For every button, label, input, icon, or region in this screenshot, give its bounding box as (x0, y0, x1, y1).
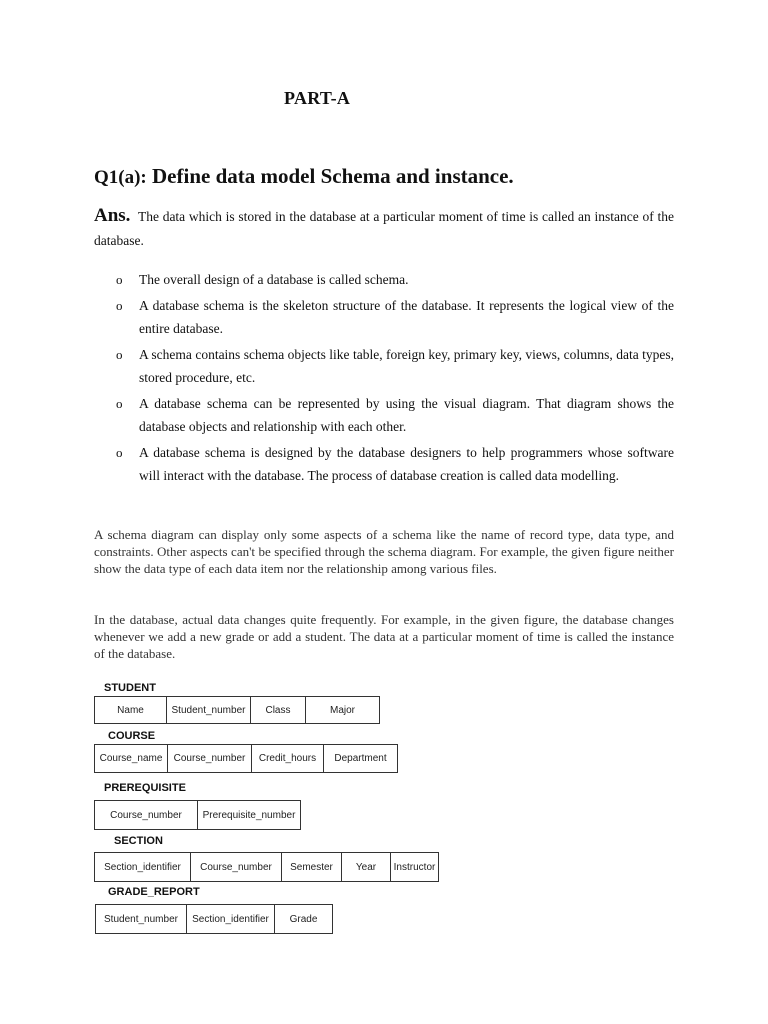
attribute-cell: Instructor (393, 861, 436, 873)
relation-row-prerequisite (94, 800, 301, 830)
attribute-cell: Year (342, 853, 391, 881)
attribute-cell: Course_name (95, 745, 168, 772)
list-item-text: A schema contains schema objects like table, foreign key, primary key, views, columns, data types, stored procedure, etc. (139, 347, 674, 385)
attribute-cell: Section_identifier (187, 905, 275, 933)
bullet-marker: o (116, 298, 123, 313)
relation-name-student: STUDENT (104, 682, 156, 694)
list-item (94, 441, 674, 487)
bullet-marker: o (116, 272, 123, 287)
list-item-text: A database schema is designed by the database designers to help programmers whose software will interact with the database. The process of database creation is called data modelling. (139, 445, 674, 483)
bullet-marker: o (116, 347, 123, 362)
relation-name-grade-report: GRADE_REPORT (108, 886, 200, 898)
question-heading (94, 164, 514, 189)
question-label: Q1(a): (94, 167, 147, 188)
relation-row-student (94, 696, 380, 724)
schema-bullet-list (94, 268, 674, 490)
list-item (94, 268, 674, 291)
relation-row-grade-report (95, 904, 333, 934)
list-item-text: A database schema can be represented by using the visual diagram. That diagram shows the database objects and relationship with each other. (139, 396, 674, 434)
list-item-text: The overall design of a database is called schema. (139, 272, 409, 287)
answer-label: Ans. (94, 205, 131, 226)
attribute-cell: Credit_hours (252, 745, 324, 772)
instance-paragraph: In the database, actual data changes quite frequently. For example, in the given figure, the database changes whenever we add a new grade or add a student. The data at a particular moment of time is called the instance of the database. (94, 612, 674, 661)
relation-row-course (94, 744, 398, 773)
attribute-cell: Course_number (95, 801, 198, 829)
attribute-cell: Prerequisite_number (202, 809, 296, 821)
attribute-cell: Name (95, 697, 167, 723)
list-item-text: A database schema is the skeleton structure of the database. It represents the logical view of the entire database. (139, 298, 674, 336)
schema-diagram-paragraph: A schema diagram can display only some aspects of a schema like the name of record type, data type, and constraints. Other aspects can't be specified through the schema diagram. For example, the given figure neither show the data type of each data item nor the relationship among various files. (94, 527, 674, 576)
list-item (94, 294, 674, 340)
attribute-cell: Class (251, 697, 306, 723)
attribute-cell: Student_number (167, 697, 251, 723)
answer-text: The data which is stored in the database at a particular moment of time is called an instance of the database. (94, 209, 674, 248)
list-item (94, 392, 674, 438)
bullet-marker: o (116, 396, 123, 411)
attribute-cell: Grade (289, 913, 318, 925)
part-title: PART-A (284, 88, 351, 108)
list-item (94, 343, 674, 389)
answer-paragraph (94, 204, 674, 253)
attribute-cell: Major (329, 704, 355, 716)
attribute-cell: Course_number (168, 745, 252, 772)
relation-name-course: COURSE (108, 730, 156, 742)
attribute-cell: Section_identifier (95, 853, 191, 881)
attribute-cell: Department (334, 753, 387, 764)
attribute-cell: Student_number (96, 905, 187, 933)
question-text: Define data model Schema and instance. (152, 164, 514, 188)
relation-name-prerequisite: PREREQUISITE (104, 782, 186, 794)
relation-name-section: SECTION (114, 835, 163, 847)
attribute-cell: Course_number (191, 853, 282, 881)
relation-row-section (94, 852, 439, 882)
bullet-marker: o (116, 445, 123, 460)
attribute-cell: Semester (282, 853, 342, 881)
